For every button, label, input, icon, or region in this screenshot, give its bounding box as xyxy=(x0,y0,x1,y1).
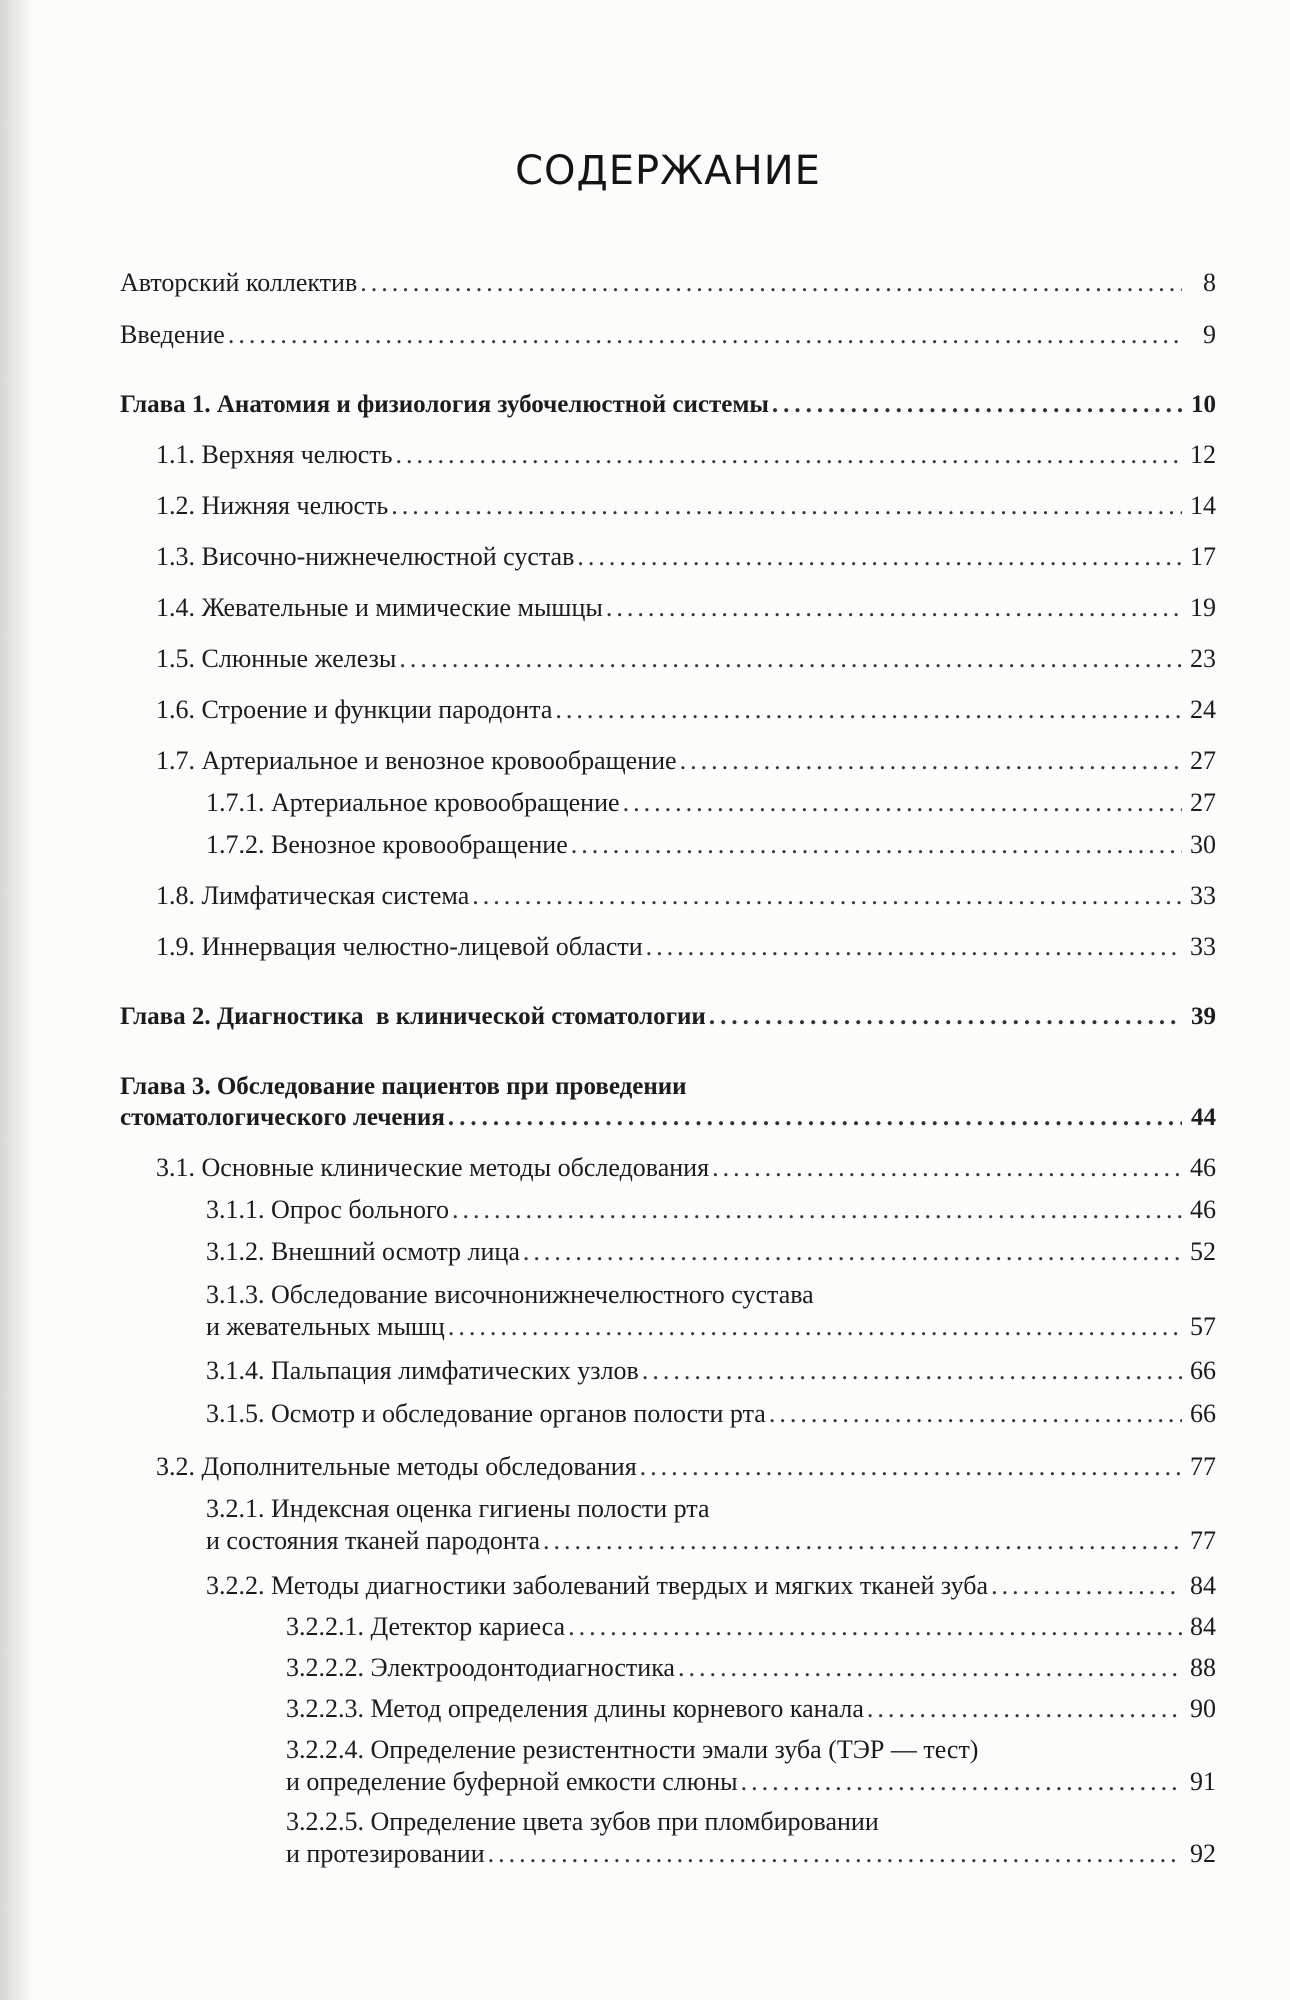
toc-entry[interactable] xyxy=(286,1839,1216,1869)
toc-entry-label: Глава 1. Анатомия и физиология зубочелюстной системы xyxy=(120,391,769,418)
toc-entry[interactable] xyxy=(156,593,1216,623)
toc-entry-label: Введение xyxy=(120,320,225,349)
toc-chapter-entry[interactable] xyxy=(120,1103,1216,1133)
toc-entry[interactable] xyxy=(286,1767,1216,1797)
toc-entry[interactable] xyxy=(156,746,1216,776)
toc-entry[interactable] xyxy=(206,1356,1216,1386)
toc-entry-label: 3.2.2.3. Метод определения длины корневого канала xyxy=(286,1694,864,1723)
toc-entry-label: 3.1. Основные клинические методы обследования xyxy=(156,1153,710,1182)
leader-dots xyxy=(606,593,1182,623)
toc-entry[interactable] xyxy=(206,830,1216,860)
leader-dots xyxy=(991,1571,1182,1601)
toc-entry-line-1: 3.2.2.4. Определение резистентности эмали зуба (ТЭР — тест) xyxy=(286,1735,979,1764)
toc-entry-label: 3.2.2. Методы диагностики заболеваний твердых и мягких тканей зуба xyxy=(206,1571,989,1600)
leader-dots xyxy=(448,1312,1182,1342)
page-title: СОДЕРЖАНИЕ xyxy=(515,148,821,194)
leader-dots xyxy=(360,268,1182,298)
toc-entry-page: 33 xyxy=(1190,881,1216,910)
toc-entry[interactable] xyxy=(156,542,1216,572)
toc-entry-page: 57 xyxy=(1190,1312,1216,1341)
toc-entry-label: 3.1.4. Пальпация лимфатических узлов xyxy=(206,1356,639,1385)
toc-entry-page: 17 xyxy=(1190,542,1216,571)
toc-entry-page: 84 xyxy=(1190,1571,1216,1600)
toc-chapter-entry-line-1: Глава 3. Обследование пациентов при проведении xyxy=(120,1073,687,1100)
leader-dots xyxy=(709,1002,1182,1032)
toc-entry-label: 1.5. Слюнные железы xyxy=(156,644,397,673)
toc-entry[interactable] xyxy=(286,1612,1216,1642)
leader-dots xyxy=(642,1356,1182,1386)
leader-dots xyxy=(640,1452,1182,1482)
leader-dots xyxy=(448,1103,1182,1133)
toc-entry[interactable] xyxy=(156,491,1216,521)
leader-dots xyxy=(452,1195,1182,1225)
toc-entry-page: 30 xyxy=(1190,830,1216,859)
toc-entry-label: и жевательных мышц xyxy=(206,1312,445,1341)
toc-entry-label: 3.2.2.1. Детектор кариеса xyxy=(286,1612,566,1641)
toc-entry-page: 9 xyxy=(1203,320,1216,349)
toc-entry-page: 10 xyxy=(1191,391,1216,418)
toc-entry[interactable] xyxy=(156,695,1216,725)
leader-dots xyxy=(543,1526,1182,1556)
leader-dots xyxy=(623,788,1182,818)
toc-entry[interactable] xyxy=(156,932,1216,962)
toc-entry-line-1: 3.2.1. Индексная оценка гигиены полости рта xyxy=(206,1494,710,1523)
toc-entry-page: 24 xyxy=(1190,695,1216,724)
toc-entry[interactable] xyxy=(206,1312,1216,1342)
toc-entry-label: 1.7.1. Артериальное кровообращение xyxy=(206,788,620,817)
toc-entry-label: 3.1.2. Внешний осмотр лица xyxy=(206,1237,520,1266)
toc-entry[interactable] xyxy=(156,440,1216,470)
toc-entry-label: и протезировании xyxy=(286,1839,485,1868)
toc-entry[interactable] xyxy=(156,881,1216,911)
leader-dots xyxy=(399,644,1182,674)
toc-entry-label: и состояния тканей пародонта xyxy=(206,1526,540,1555)
toc-entry-page: 23 xyxy=(1190,644,1216,673)
toc-entry[interactable] xyxy=(206,1571,1216,1601)
toc-entry-page: 39 xyxy=(1191,1003,1216,1030)
toc-entry-line-1: 3.2.2.5. Определение цвета зубов при пломбировании xyxy=(286,1807,879,1836)
toc-entry-page: 8 xyxy=(1203,268,1216,297)
toc-entry-label: 1.1. Верхняя челюсть xyxy=(156,440,393,469)
toc-entry-page: 14 xyxy=(1190,491,1216,520)
toc-entry-page: 90 xyxy=(1190,1694,1216,1723)
toc-entry[interactable] xyxy=(120,320,1216,350)
leader-dots xyxy=(680,746,1182,776)
leader-dots xyxy=(396,440,1183,470)
toc-entry-label: Глава 2. Диагностика в клинической стоматологии xyxy=(120,1003,706,1030)
toc-entry-page: 44 xyxy=(1191,1104,1216,1131)
toc-entry-page: 27 xyxy=(1190,788,1216,817)
leader-dots xyxy=(523,1237,1182,1267)
leader-dots xyxy=(769,1399,1182,1429)
toc-entry-page: 66 xyxy=(1190,1356,1216,1385)
toc-entry-label: 1.7. Артериальное и венозное кровообращение xyxy=(156,746,677,775)
leader-dots xyxy=(391,491,1182,521)
toc-entry-page: 84 xyxy=(1190,1612,1216,1641)
toc-entry-label: и определение буферной емкости слюны xyxy=(286,1767,738,1796)
leader-dots xyxy=(712,1153,1182,1183)
toc-entry-label: 1.6. Строение и функции пародонта xyxy=(156,695,553,724)
toc-chapter-entry[interactable] xyxy=(120,390,1216,420)
toc-entry-page: 91 xyxy=(1190,1767,1216,1796)
toc-entry-page: 12 xyxy=(1190,440,1216,469)
toc-entry-page: 92 xyxy=(1190,1839,1216,1868)
leader-dots xyxy=(678,1653,1182,1683)
toc-entry-page: 46 xyxy=(1190,1195,1216,1224)
toc-entry-label: 3.2.2.2. Электроодонтодиагностика xyxy=(286,1653,675,1682)
toc-entry[interactable] xyxy=(206,788,1216,818)
toc-entry[interactable] xyxy=(206,1237,1216,1267)
toc-entry-page: 27 xyxy=(1190,746,1216,775)
toc-entry-label: 3.1.1. Опрос больного xyxy=(206,1195,450,1224)
toc-entry[interactable] xyxy=(206,1399,1216,1429)
page-edge-shadow xyxy=(0,0,34,2000)
leader-dots xyxy=(772,390,1182,420)
toc-entry[interactable] xyxy=(156,644,1216,674)
toc-entry[interactable] xyxy=(120,268,1216,298)
toc-entry-line-1: 3.1.3. Обследование височнонижнечелюстного сустава xyxy=(206,1280,814,1309)
toc-entry-page: 52 xyxy=(1190,1237,1216,1266)
toc-entry-label: 3.1.5. Осмотр и обследование органов полости рта xyxy=(206,1399,766,1428)
toc-entry-page: 88 xyxy=(1190,1653,1216,1682)
leader-dots xyxy=(568,1612,1182,1642)
leader-dots xyxy=(472,881,1182,911)
leader-dots xyxy=(228,320,1182,350)
toc-entry-label: 1.9. Иннервация челюстно-лицевой области xyxy=(156,932,643,961)
toc-entry[interactable] xyxy=(156,1153,1216,1183)
leader-dots xyxy=(555,695,1182,725)
toc-entry-page: 33 xyxy=(1190,932,1216,961)
leader-dots xyxy=(741,1767,1182,1797)
toc-entry[interactable] xyxy=(156,1452,1216,1482)
toc-entry-page: 77 xyxy=(1190,1452,1216,1481)
toc-entry[interactable] xyxy=(286,1694,1216,1724)
toc-entry[interactable] xyxy=(286,1653,1216,1683)
toc-entry-label: 1.3. Височно-нижнечелюстной сустав xyxy=(156,542,575,571)
leader-dots xyxy=(867,1694,1182,1724)
leader-dots xyxy=(488,1839,1182,1869)
toc-entry[interactable] xyxy=(206,1526,1216,1556)
leader-dots xyxy=(571,830,1182,860)
toc-entry-page: 66 xyxy=(1190,1399,1216,1428)
toc-entry-page: 46 xyxy=(1190,1153,1216,1182)
toc-entry-label: 1.7.2. Венозное кровообращение xyxy=(206,830,568,859)
toc-entry-label: стоматологического лечения xyxy=(120,1104,445,1131)
toc-entry-label: 1.2. Нижняя челюсть xyxy=(156,491,389,520)
toc-entry-page: 19 xyxy=(1190,593,1216,622)
toc-entry-page: 77 xyxy=(1190,1526,1216,1555)
leader-dots xyxy=(646,932,1182,962)
toc-entry-label: Авторский коллектив xyxy=(120,268,358,297)
toc-entry[interactable] xyxy=(206,1195,1216,1225)
toc-entry-label: 1.4. Жевательные и мимические мышцы xyxy=(156,593,603,622)
leader-dots xyxy=(577,542,1182,572)
toc-entry-label: 1.8. Лимфатическая система xyxy=(156,881,470,910)
toc-chapter-entry[interactable] xyxy=(120,1002,1216,1032)
toc-entry-label: 3.2. Дополнительные методы обследования xyxy=(156,1452,637,1481)
